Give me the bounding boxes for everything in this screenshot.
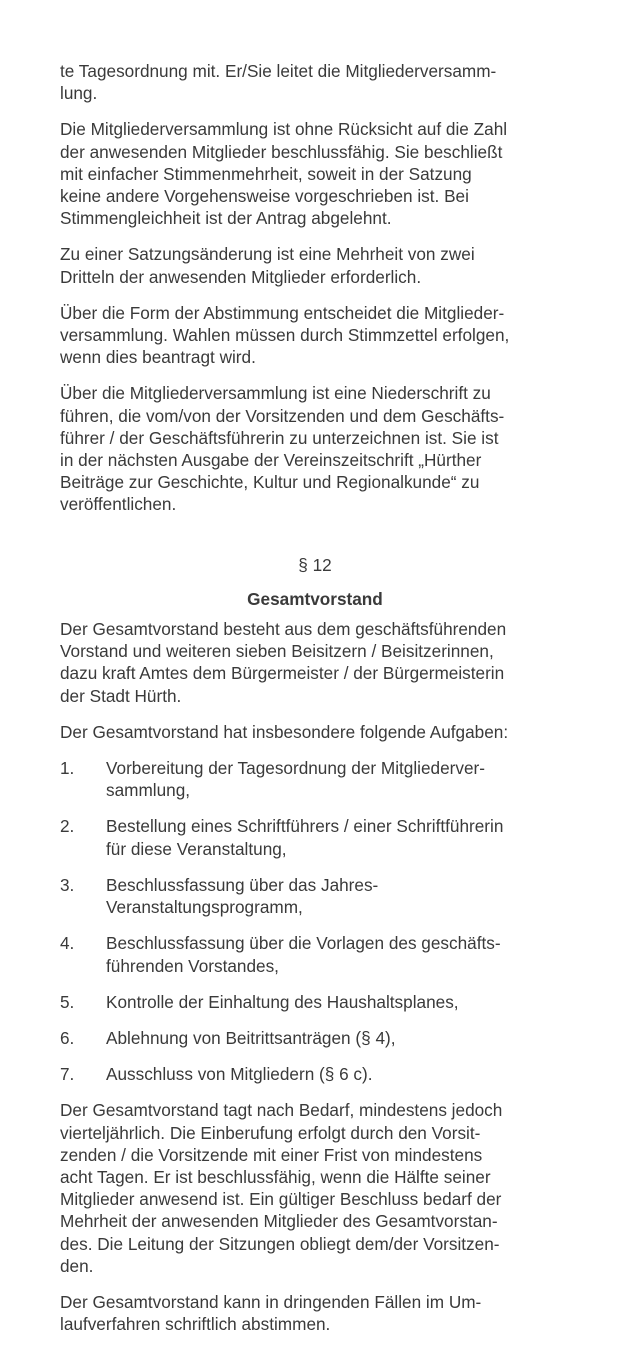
paragraph-voting-form: Über die Form der Abstimmung entscheidet die Mitglieder- versammlung. Wahlen müssen durch Stimmzettel erfolgen, wenn dies beantragt wird. (60, 302, 510, 368)
list-item-number: 7. (60, 1064, 75, 1085)
list-item (60, 874, 570, 918)
list-item (60, 991, 570, 1013)
paragraph-agenda-lead: te Tagesordnung mit. Er/Sie leitet die Mitgliederversamm- lung. (60, 61, 497, 104)
paragraph-board-composition: Der Gesamtvorstand besteht aus dem geschäftsführenden Vorstand und weiteren sieben Beisitzern / Beisitzerinnen, dazu kraft Amtes dem Bürgermeister / der Bürgermeisterin der Stadt Hürth. (60, 619, 507, 706)
list-item (60, 1063, 570, 1085)
section-title: Gesamtvorstand (247, 588, 383, 609)
paragraph-statute-amendment: Zu einer Satzungsänderung ist eine Mehrheit von zwei Dritteln der anwesenden Mitglieder erforderlich. (60, 244, 475, 287)
list-item (60, 815, 570, 859)
list-item-number: 1. (60, 758, 75, 779)
list-item (60, 932, 570, 976)
list-item-text: Beschlussfassung über die Vorlagen des geschäfts- führenden Vorstandes, (106, 933, 501, 976)
task-list (60, 757, 570, 1085)
list-item-number: 2. (60, 816, 75, 837)
paragraph-tasks-intro: Der Gesamtvorstand hat insbesondere folgende Aufgaben: (60, 721, 509, 742)
paragraph-minutes: Über die Mitgliederversammlung ist eine Niederschrift zu führen, die vom/von der Vorsitzenden und dem Geschäfts- führer / der Geschäftsführerin zu unterzeichnen ist. Sie ist in der nächsten Ausgabe der Vereinszeitschrift „Hürther Beiträge zur Geschichte, Kultur und Regionalkunde“ zu veröffentlichen. (60, 383, 505, 515)
paragraph-meetings: Der Gesamtvorstand tagt nach Bedarf, mindestens jedoch vierteljährlich. Die Einberufung erfolgt durch den Vorsit- zenden / die Vorsitzende mit einer Frist von mindestens acht Tagen. Er ist beschlussfähig, wenn die Hälfte seiner Mitglieder anwesend ist. Ein gültiger Beschluss bedarf der Mehrheit der anwesenden Mitglieder des Gesamtvorstan- des. Die Leitung der Sitzungen obliegt dem/der Vorsitzen- den. (60, 1100, 503, 1276)
list-item-text: Kontrolle der Einhaltung des Haushaltsplanes, (106, 991, 459, 1012)
section-number: § 12 (298, 554, 332, 575)
list-item-number: 5. (60, 991, 75, 1012)
list-item-number: 3. (60, 874, 75, 895)
list-item-text: Ablehnung von Beitrittsanträgen (§ 4), (106, 1027, 396, 1048)
paragraph-quorum: Die Mitgliederversammlung ist ohne Rücksicht auf die Zahl der anwesenden Mitglieder beschlussfähig. Sie beschließt mit einfacher Stimmenmehrheit, soweit in der Satzung keine andere Vorgehensweise vorgeschrieben ist. Bei Stimmengleichheit ist der Antrag abgelehnt. (60, 119, 508, 229)
paragraph-circular-vote: Der Gesamtvorstand kann in dringenden Fällen im Um- laufverfahren schriftlich abstimmen. (60, 1291, 482, 1335)
list-item-text: Beschlussfassung über das Jahres- Veranstaltungsprogramm, (106, 874, 379, 918)
list-item-text: Vorbereitung der Tagesordnung der Mitgliederver- sammlung, (106, 758, 485, 801)
list-item-number: 6. (60, 1027, 75, 1048)
list-item (60, 1027, 570, 1049)
list-item-text: Ausschluss von Mitgliedern (§ 6 c). (106, 1064, 373, 1085)
list-item-text: Bestellung eines Schriftführers / einer Schriftführerin für diese Veranstaltung, (106, 816, 504, 859)
list-item-number: 4. (60, 933, 75, 954)
list-item (60, 757, 570, 801)
document-page (60, 60, 570, 1349)
